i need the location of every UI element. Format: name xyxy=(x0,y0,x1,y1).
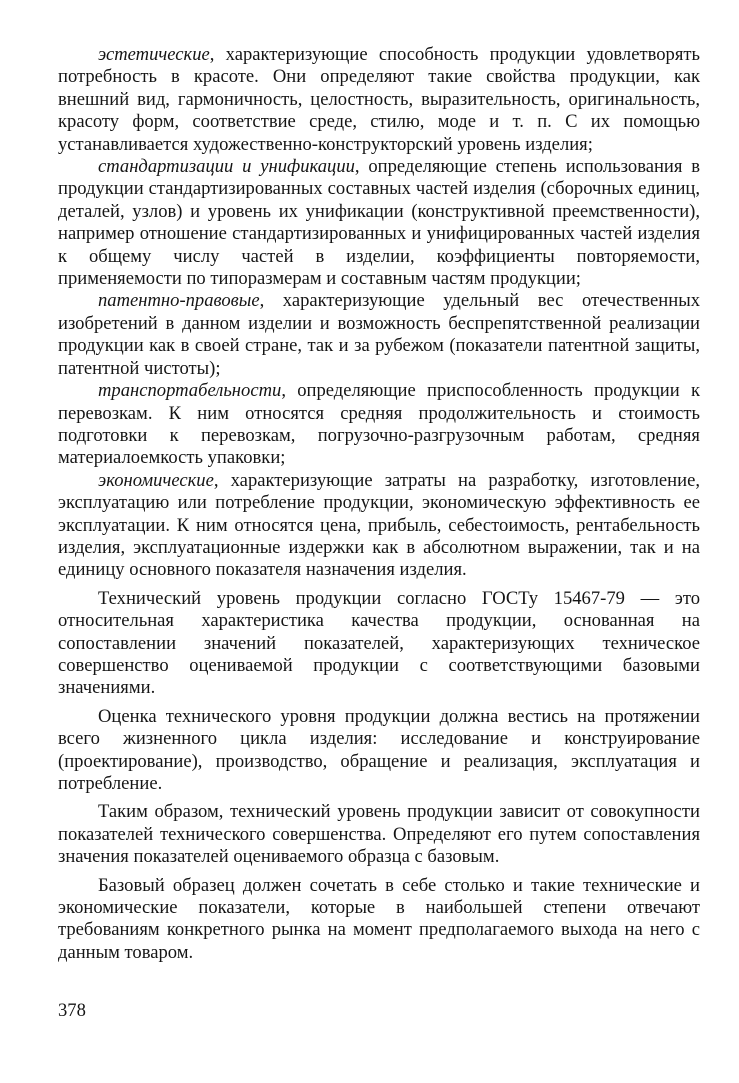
paragraph-economic-body: , характеризующие затраты на разработку, изготовление, эксплуатацию или потребление продукции, экономическую эффективность ее эксплуатации. К ним относятся цена, прибыль, себестоимость, рентабельность изделия, эксплуатационные издержки как в абсолютном выражении, так и на единицу основного показателя назначения изделия. xyxy=(58,469,700,581)
term-economic: экономические xyxy=(98,469,214,491)
paragraph-transportability-body: , определяющие приспособленность продукции к перевозкам. К ним относятся средняя продолжительность и стоимость подготовки к перевозкам, погрузочно-разгрузочным работам, средняя материалоемкость упаковки; xyxy=(58,380,700,469)
paragraph-standardization xyxy=(58,156,700,290)
paragraph-patent-body: , характеризующие удельный вес отечественных изобретений в данном изделии и возможность беспрепятственной реализации продукции как в своей стране, так и за рубежом (показатели патентной защиты, патентной чистоты); xyxy=(58,290,700,379)
paragraph-technical-level xyxy=(58,588,700,700)
paragraph-patent xyxy=(58,290,700,380)
book-page-text xyxy=(58,44,700,964)
paragraph-economic xyxy=(58,470,700,582)
term-patent: патентно-правовые xyxy=(98,290,260,312)
paragraph-aesthetic xyxy=(58,44,700,156)
paragraph-conclusion xyxy=(58,801,700,868)
paragraph-aesthetic-body: , характеризующие способность продукции удовлетворять потребность в красоте. Они определяют такие свойства продукции, как внешний вид, гармоничность, целостность, выразительность, оригинальность, красоту форм, соответствие среде, стилю, моде и т. п. С их помощью устанавливается художественно-конструкторский уровень изделия; xyxy=(58,44,700,155)
page-number: 378 xyxy=(58,1000,86,1021)
paragraph-base-sample xyxy=(58,875,700,965)
paragraph-standardization-body: , определяющие степень использования в продукции стандартизированных составных частей изделия (сборочных единиц, деталей, узлов) и уровень их унификации (конструктивной преемственности), например отношение стандартизированных и унифицированных частей изделия к общему числу частей в изделии, коэффициенты повторяемости, применяемости по типоразмерам и составным частям продукции; xyxy=(58,156,700,290)
paragraph-technical-level-body: Технический уровень продукции согласно ГОСТу 15467-79 — это относительная характеристика качества продукции, основанная на сопоставлении значений показателей, характеризующих техническое совершенство оцениваемой продукции с соответствующими базовыми значениями. xyxy=(58,587,700,699)
term-aesthetic: эстетические xyxy=(98,44,210,65)
paragraph-assessment-body: Оценка технического уровня продукции должна вестись на протяжении всего жизненного цикла изделия: исследование и конструирование (проектирование), производство, обращение и реализация, эксплуатация и потребление. xyxy=(58,705,700,794)
term-transportability: транспортабельности xyxy=(98,380,282,402)
term-standardization: стандартизации и унификации xyxy=(98,156,355,178)
paragraph-conclusion-body: Таким образом, технический уровень продукции зависит от совокупности показателей технического совершенства. Определяют его путем сопоставления значения показателей оцениваемого образца с базовым. xyxy=(58,801,700,868)
paragraph-assessment xyxy=(58,706,700,796)
paragraph-transportability xyxy=(58,380,700,470)
paragraph-base-sample-body: Базовый образец должен сочетать в себе столько и такие технические и экономические показатели, которые в наибольшей степени отвечают требованиям конкретного рынка на момент предполагаемого выхода на него с данным товаром. xyxy=(58,874,700,963)
